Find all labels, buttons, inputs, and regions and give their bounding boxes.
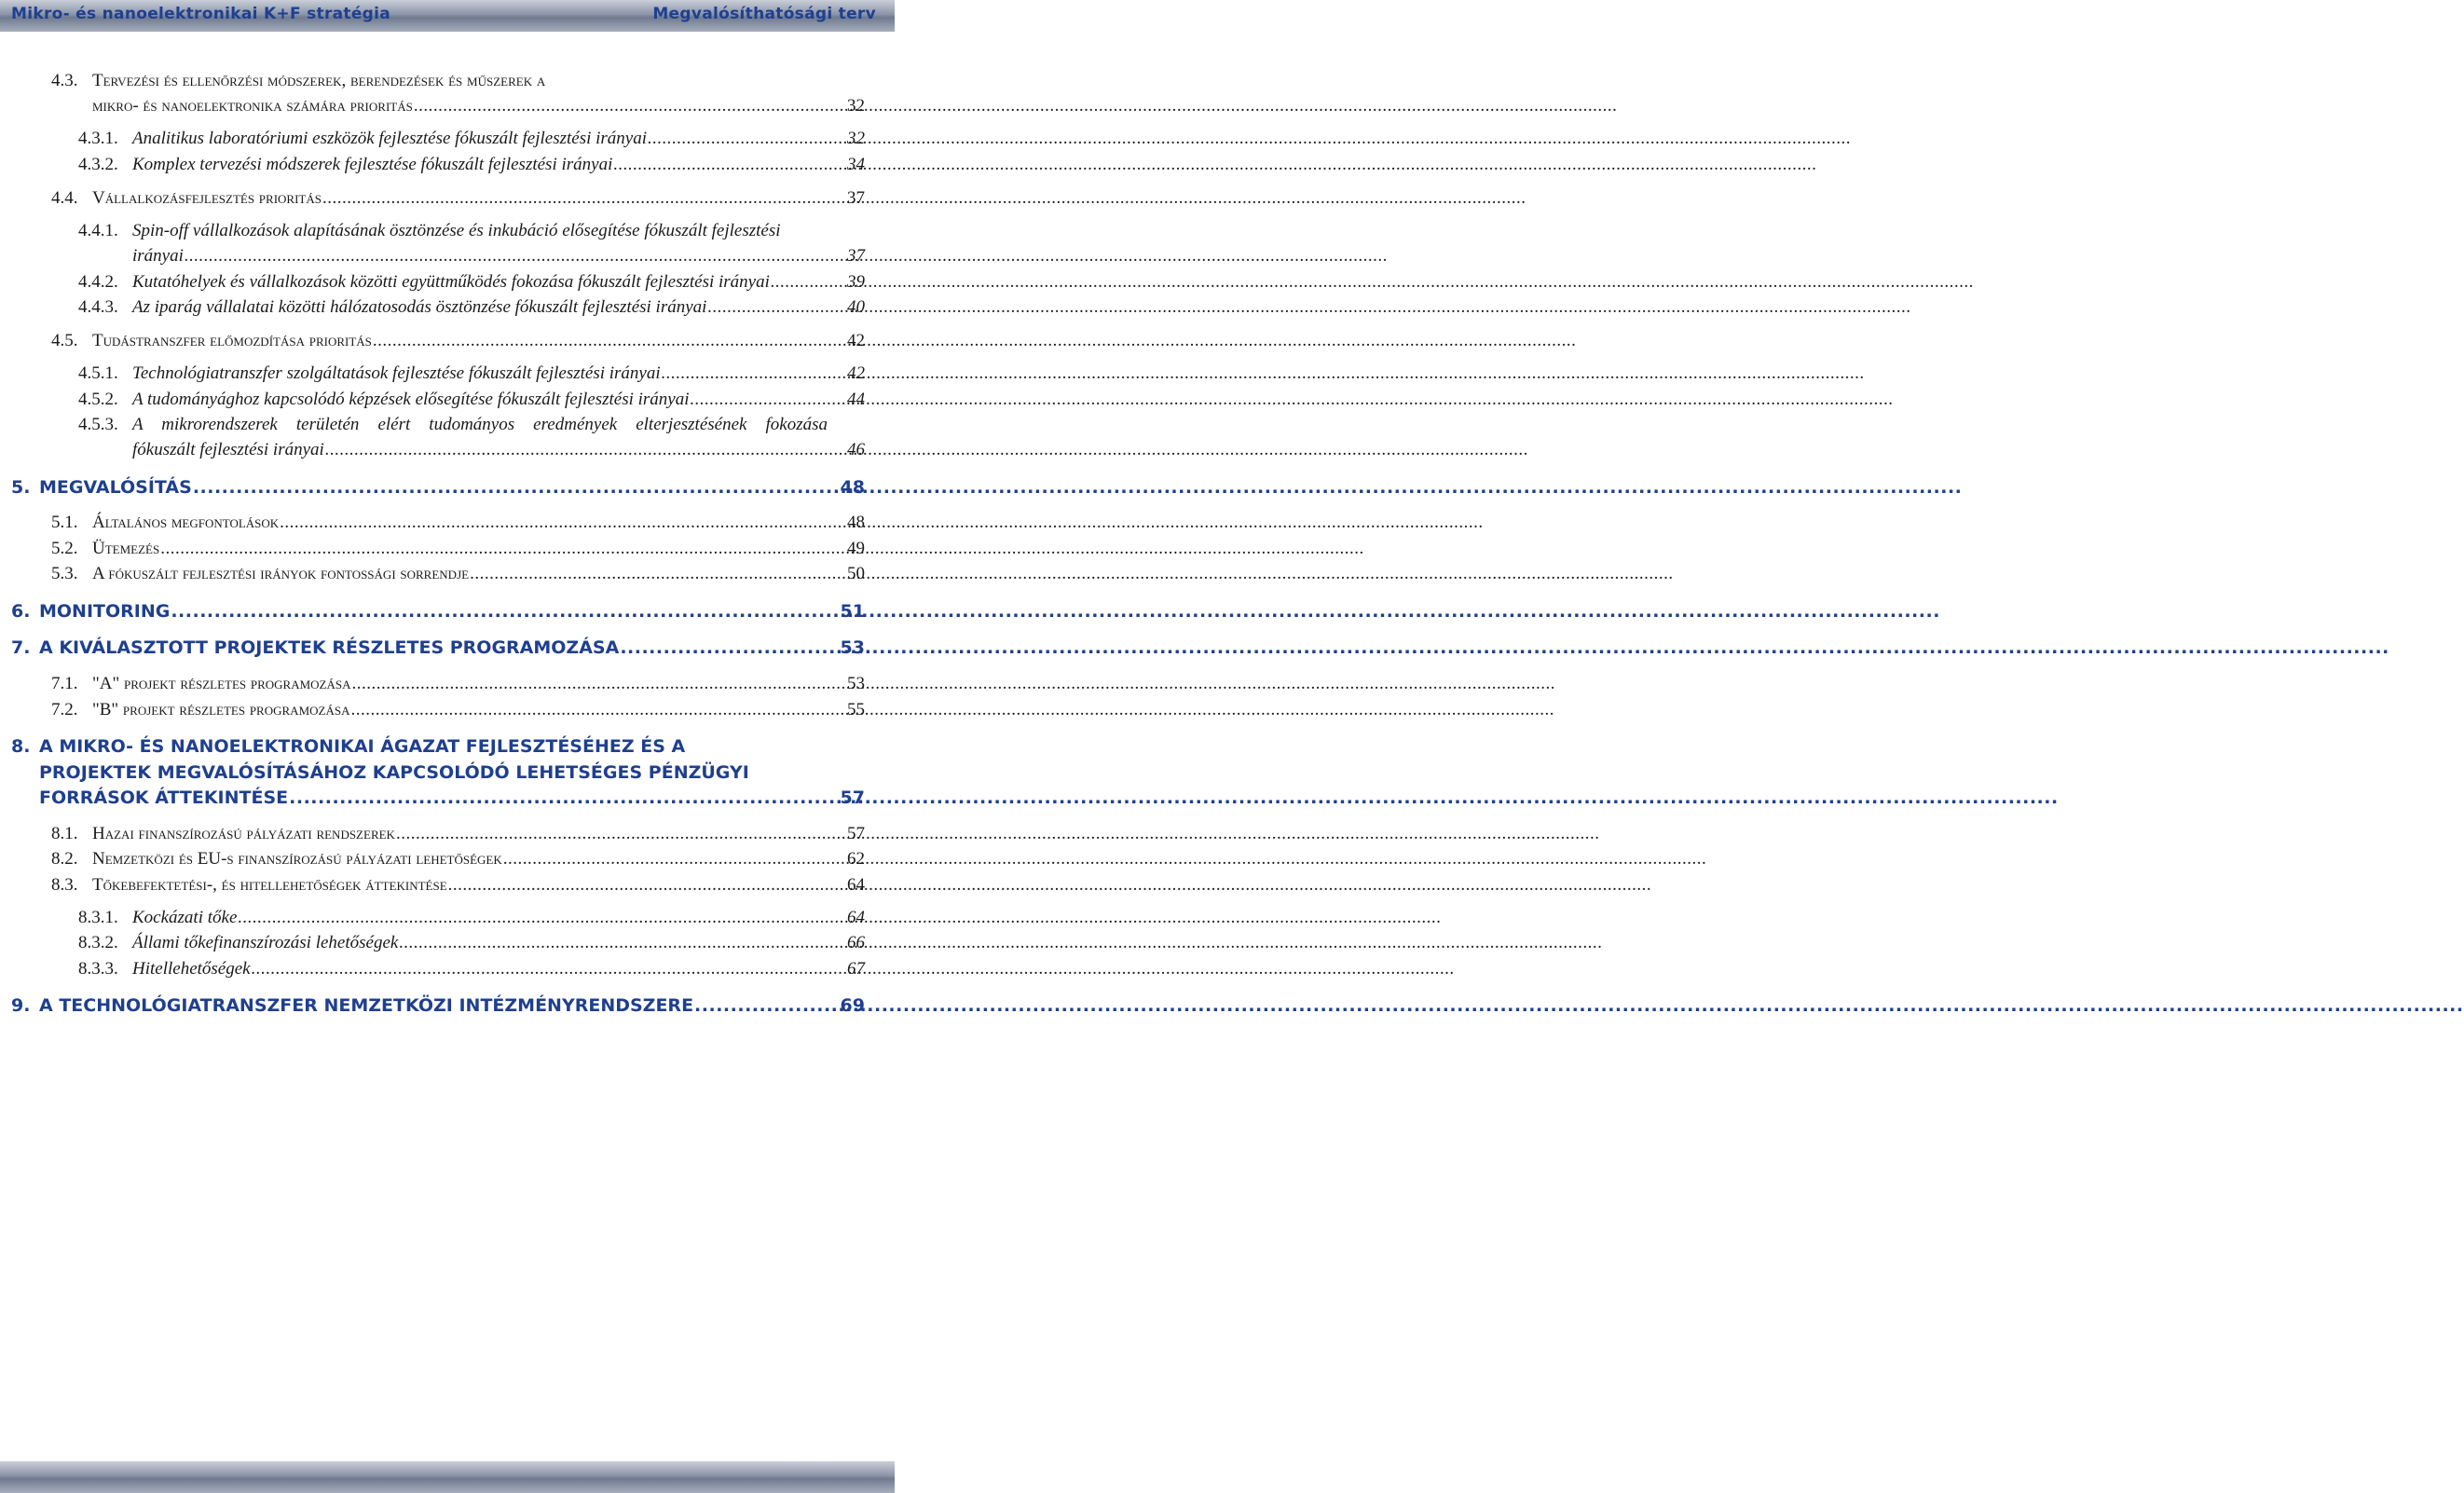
toc-entry-7-1[interactable] [51,674,865,694]
toc-number: 4.4. [51,188,78,208]
toc-entry-7[interactable] [11,637,865,658]
toc-page-number: 57 [847,824,865,843]
toc-page-number: 34 [847,155,865,174]
toc-number: 4.3. [51,71,78,90]
toc-title: fókuszált fejlesztési irányai [132,440,324,459]
toc-entry-4-3-1[interactable] [78,129,865,149]
footer-band [0,1461,895,1493]
toc-number: 8. [11,736,31,757]
toc-leader [470,564,846,584]
toc-number: 7. [11,637,31,658]
header-band [0,0,895,32]
toc-leader [193,477,840,498]
toc-leader [280,513,846,533]
toc-page-number: 57 [840,788,865,808]
toc-leader [238,908,846,928]
toc-entry-5-2[interactable] [51,539,865,559]
toc-leader [289,788,839,808]
toc-leader [322,188,846,209]
header-title-left: Mikro- és nanoelektronikai K+F stratégia [11,5,391,23]
toc-entry-5-3[interactable] [51,564,865,584]
toc-title: MEGVALÓSÍTÁS [39,477,192,498]
toc-entry-8-3-3[interactable] [78,959,865,979]
toc-leader [648,129,846,149]
toc-entry-6[interactable] [11,601,865,622]
toc-entry-4-4-1-line1[interactable] [78,221,833,241]
toc-entry-8-3-2[interactable] [78,933,865,953]
toc-entry-7-2[interactable] [51,700,865,720]
toc-entry-8-2[interactable] [51,849,865,870]
toc-entry-4-4-1-line2[interactable] [132,246,865,267]
toc-number: 4.4.2. [78,272,118,292]
toc-number: 5.3. [51,564,78,583]
toc-title: A KIVÁLASZTOTT PROJEKTEK RÉSZLETES PROGRAMOZÁSA [39,637,620,658]
toc-title: Tőkebefektetési-, és hitellehetőségek áttekintése [92,875,447,895]
toc-entry-8-line2[interactable] [39,762,841,783]
toc-title: Kutatóhelyek és vállalkozások közötti együttműködés fokozása fókuszált fejlesztési irányai [132,272,770,292]
toc-page-number: 48 [840,477,865,498]
toc-entry-8-3-1[interactable] [78,908,865,928]
toc-leader [448,875,846,896]
toc-leader [171,601,839,622]
toc-entry-5[interactable] [11,477,865,498]
toc-page-number: 55 [847,700,865,719]
toc-title: Állami tőkefinanszírozási lehetőségek [132,933,399,952]
toc-title: Hazai finanszírozású pályázati rendszerek [92,824,395,843]
toc-entry-4-5-1[interactable] [78,363,865,384]
toc-title: "B" projekt részletes programozása [92,700,350,719]
toc-number: 8.2. [51,849,78,869]
toc-title: irányai [132,246,184,266]
toc-page-number: 40 [847,297,865,317]
toc-number: 5.2. [51,539,78,558]
toc-page-number: 62 [847,849,865,869]
toc-leader [694,995,840,1016]
toc-number: 7.2. [51,700,78,719]
toc-number: 8.1. [51,824,78,843]
toc-number: 6. [11,601,31,622]
toc-entry-4-5-3-line2[interactable] [132,440,865,460]
toc-leader [350,700,846,720]
toc-leader [613,155,846,175]
toc-page-number: 53 [840,637,865,658]
toc-page-number: 49 [847,539,865,558]
toc-title: mikro- és nanoelektronika számára prioritás [92,96,413,116]
toc-entry-8-3[interactable] [51,875,865,896]
toc-title: "A" projekt részletes programozása [92,674,351,693]
toc-page-number: 42 [847,363,865,383]
toc-entry-4-4-2[interactable] [78,272,865,293]
toc-title: Hitellehetőségek [132,959,251,979]
toc-title: Tervezési és ellenőrzési módszerek, berendezések és műszerek a [92,71,546,90]
toc-page-number: 50 [847,564,865,583]
toc-entry-4-5-2[interactable] [78,390,865,410]
toc-number: 4.4.3. [78,297,118,317]
toc-page-number: 66 [847,933,865,952]
toc-leader [662,363,846,384]
toc-page-number: 67 [847,959,865,979]
toc-leader [252,959,846,979]
toc-leader [771,272,846,293]
toc-page-number: 42 [847,331,865,350]
toc-title: A tudományághoz kapcsolódó képzések elősegítése fókuszált fejlesztési irányai [132,390,690,409]
toc-number: 4.3.2. [78,155,118,174]
toc-title: Kockázati tőke [132,908,238,927]
toc-number: 5. [11,477,31,498]
toc-leader [503,849,846,870]
toc-entry-4-3-2[interactable] [78,155,865,175]
toc-number: 9. [11,995,31,1016]
toc-number: 4.5.1. [78,363,118,383]
toc-leader [691,390,846,410]
toc-title: MONITORING [39,601,171,622]
toc-title: A mikrorendszerek területén elért tudományos eredmények elterjesztésének fokozása [132,415,828,434]
toc-title: Analitikus laboratóriumi eszközök fejlesztése fókuszált fejlesztési irányai [132,129,648,148]
toc-entry-4-3-line1[interactable] [51,71,815,91]
toc-entry-4-5[interactable] [51,331,865,351]
toc-number: 5.1. [51,513,78,532]
toc-page-number: 39 [847,272,865,292]
toc-title: Általános megfontolások [92,513,280,532]
toc-leader [325,440,846,460]
toc-entry-8-line3[interactable] [39,788,865,808]
toc-leader [352,674,846,694]
toc-number: 7.1. [51,674,78,693]
toc-title: A MIKRO- ÉS NANOELEKTRONIKAI ÁGAZAT FEJLESZTÉSÉHEZ ÉS A [39,736,686,757]
toc-title: FORRÁSOK ÁTTEKINTÉSE [39,788,289,808]
toc-page-number: 37 [847,246,865,266]
toc-entry-4-5-3-line1[interactable] [78,415,828,435]
toc-page-number: 64 [847,875,865,895]
toc-entry-4-4-3[interactable] [78,297,865,318]
toc-number: 8.3.2. [78,933,118,952]
toc-leader [399,933,846,953]
toc-title: Az iparág vállalatai közötti hálózatosodás ösztönzése fókuszált fejlesztési irányai [132,297,707,317]
toc-number: 4.5.3. [78,415,118,434]
toc-page-number: 44 [847,390,865,409]
toc-page-number: 32 [847,129,865,148]
toc-leader [707,297,846,318]
toc-leader [396,824,846,844]
toc-number: 4.5. [51,331,78,350]
toc-leader [620,637,839,658]
toc-title: Nemzetközi és EU-s finanszírozású pályázati lehetőségek [92,849,502,869]
toc-number: 8.3.1. [78,908,118,927]
toc-title: Spin-off vállalkozások alapításának ösztönzése és inkubáció elősegítése fókuszált fejlesztési [132,221,781,240]
toc-leader [185,246,846,267]
toc-entry-8-line1[interactable] [11,736,813,757]
header-title-right: Megvalósíthatósági terv [652,5,876,23]
toc-title: Technológiatranszfer szolgáltatások fejlesztése fókuszált fejlesztési irányai [132,363,661,383]
toc-page-number: 32 [847,96,865,116]
toc-entry-4-3-line2[interactable] [92,96,865,116]
toc-entry-5-1[interactable] [51,513,865,533]
toc-title: Vállalkozásfejlesztés prioritás [92,188,322,208]
toc-number: 8.3.3. [78,959,118,979]
toc-number: 8.3. [51,875,78,895]
toc-title: Tudástranszfer előmozdítása prioritás [92,331,372,350]
toc-page-number: 46 [847,440,865,459]
toc-title: PROJEKTEK MEGVALÓSÍTÁSÁHOZ KAPCSOLÓDÓ LEHETSÉGES PÉNZÜGYI [39,762,749,783]
toc-leader [414,96,846,116]
toc-title: A fókuszált fejlesztési irányok fontossági sorrendje [92,564,470,583]
toc-number: 4.4.1. [78,221,118,240]
toc-entry-4-4[interactable] [51,188,865,209]
toc-title: Ütemezés [92,539,160,558]
toc-number: 4.5.2. [78,390,118,409]
toc-page-number: 53 [847,674,865,693]
toc-number: 4.3.1. [78,129,118,148]
toc-page-number: 64 [847,908,865,927]
toc-page-number: 37 [847,188,865,208]
toc-page-number: 51 [840,601,865,622]
toc-page-number: 69 [840,995,865,1016]
toc-leader [160,539,846,559]
toc-leader [373,331,846,351]
toc-title: A TECHNOLÓGIATRANSZFER NEMZETKÖZI INTÉZMÉNYRENDSZERE [39,995,694,1016]
toc-title: Komplex tervezési módszerek fejlesztése fókuszált fejlesztési irányai [132,155,613,174]
toc-page-number: 48 [847,513,865,532]
toc-entry-9[interactable] [11,995,865,1016]
toc-entry-8-1[interactable] [51,824,865,844]
